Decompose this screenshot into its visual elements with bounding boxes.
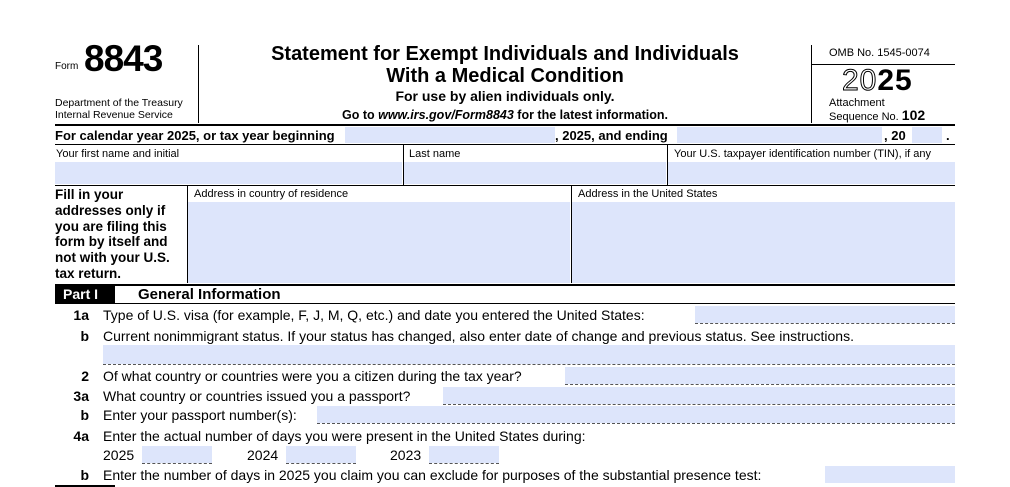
sequence-line xyxy=(829,107,925,123)
tax-year-suffix: 25 xyxy=(877,64,913,97)
address-instruction-line: Fill in your xyxy=(55,187,124,202)
dept-line-2: Internal Revenue Service xyxy=(55,109,173,121)
tin-label: Your U.S. taxpayer identification number (TIN), if any xyxy=(674,148,931,160)
form-word: Form xyxy=(55,61,79,72)
residence-address-field[interactable] xyxy=(188,202,570,283)
sequence-label: Sequence No. xyxy=(829,111,902,123)
header-divider-left xyxy=(198,45,199,123)
address-instruction-line: not with your U.S. xyxy=(55,250,170,266)
passport-number-field[interactable] xyxy=(317,406,955,423)
name-row-rule xyxy=(55,185,955,186)
calendar-year-middle: , 2025, and ending xyxy=(555,128,668,143)
q4a-number: 4a xyxy=(73,428,89,444)
part-1-tag: Part I xyxy=(55,286,115,303)
tax-year-end-year-field[interactable] xyxy=(912,127,942,143)
q1a-text: Type of U.S. visa (for example, F, J, M, Q, etc.) and date you entered the United States: xyxy=(103,307,645,323)
days-2025-field[interactable] xyxy=(142,446,212,463)
form-title-line-1: Statement for Exempt Individuals and Individuals xyxy=(271,43,739,65)
calendar-row-rule xyxy=(55,144,955,145)
q1a-dash xyxy=(695,323,955,324)
q4a-text: Enter the actual number of days you were present in the United States during: xyxy=(103,428,586,444)
q1b-dash xyxy=(103,364,955,365)
q4a-year-2-label: 2024 xyxy=(247,447,279,463)
tin-field[interactable] xyxy=(668,162,955,184)
q2-text: Of what country or countries were you a citizen during the tax year? xyxy=(103,368,522,384)
goto-suffix: for the latest information. xyxy=(513,108,668,122)
days-2024-field[interactable] xyxy=(286,446,356,463)
goto-url-link[interactable]: www.irs.gov/Form8843 xyxy=(378,108,514,122)
q4a-year-3-label: 2023 xyxy=(390,447,422,463)
part-1-rule xyxy=(55,303,955,304)
excluded-days-field[interactable] xyxy=(825,466,955,483)
q1b-text: Current nonimmigrant status. If your status has changed, also enter date of change and previous status. See instructions. xyxy=(103,328,854,344)
q4a-dash-3 xyxy=(429,463,499,464)
calendar-year-prefix: For calendar year 2025, or tax year beginning xyxy=(55,128,335,143)
q3b-text: Enter your passport number(s): xyxy=(103,407,297,423)
address-instruction-line: form by itself and xyxy=(55,234,168,250)
address-instructions xyxy=(55,187,170,282)
q4b-text: Enter the number of days in 2025 you claim you can exclude for purposes of the substantial presence test: xyxy=(103,467,762,483)
goto-prefix: Go to xyxy=(342,108,379,122)
dept-line-1: Department of the Treasury xyxy=(55,97,183,109)
passport-country-field[interactable] xyxy=(443,387,955,404)
tax-year-begin-field[interactable] xyxy=(345,127,555,143)
citizenship-field[interactable] xyxy=(565,367,955,384)
last-name-field[interactable] xyxy=(404,162,666,184)
goto-line xyxy=(200,108,810,122)
us-address-label: Address in the United States xyxy=(578,188,718,200)
q3a-dash xyxy=(443,404,955,405)
address-instruction-line: addresses only if xyxy=(55,202,166,218)
attachment-label: Attachment xyxy=(829,97,885,109)
part-1-title: General Information xyxy=(138,286,281,303)
q3a-text: What country or countries issued you a passport? xyxy=(103,388,411,404)
q4a-dash-2 xyxy=(286,463,356,464)
q4b-number: b xyxy=(80,467,89,483)
q2-dash xyxy=(565,384,955,385)
address-instruction-line: you are filing this xyxy=(55,218,167,234)
residence-address-label: Address in country of residence xyxy=(194,188,349,200)
header-divider-right xyxy=(811,45,812,123)
q1b-number: b xyxy=(80,328,89,344)
omb-number: OMB No. 1545-0074 xyxy=(829,47,930,59)
nonimmigrant-status-field[interactable] xyxy=(103,345,955,364)
form-number: 8843 xyxy=(84,38,163,79)
q3b-dash xyxy=(317,423,955,424)
tax-year-end-field[interactable] xyxy=(677,127,882,143)
us-address-field[interactable] xyxy=(572,202,955,283)
q4a-dash-1 xyxy=(142,463,212,464)
tax-year-prefix: 20 xyxy=(842,64,878,97)
sequence-number: 102 xyxy=(901,107,926,123)
last-name-label: Last name xyxy=(409,148,461,160)
calendar-year-period: . xyxy=(946,128,950,143)
header-rule xyxy=(55,124,955,126)
q3a-number: 3a xyxy=(73,388,89,404)
days-2023-field[interactable] xyxy=(429,446,499,463)
address-instruction-line: tax return. xyxy=(55,265,122,281)
q1a-number: 1a xyxy=(73,307,89,323)
q3b-number: b xyxy=(80,407,89,423)
form-title-line-2: With a Medical Condition xyxy=(386,65,624,87)
first-name-field[interactable] xyxy=(55,162,402,184)
visa-type-field[interactable] xyxy=(695,306,955,323)
tax-year xyxy=(842,64,913,98)
q4a-year-1-label: 2025 xyxy=(103,447,135,463)
form-subtitle: For use by alien individuals only. xyxy=(395,88,615,104)
calendar-year-suffix: , 20 xyxy=(884,128,906,143)
first-name-label: Your first name and initial xyxy=(56,148,180,160)
q2-number: 2 xyxy=(81,368,89,384)
